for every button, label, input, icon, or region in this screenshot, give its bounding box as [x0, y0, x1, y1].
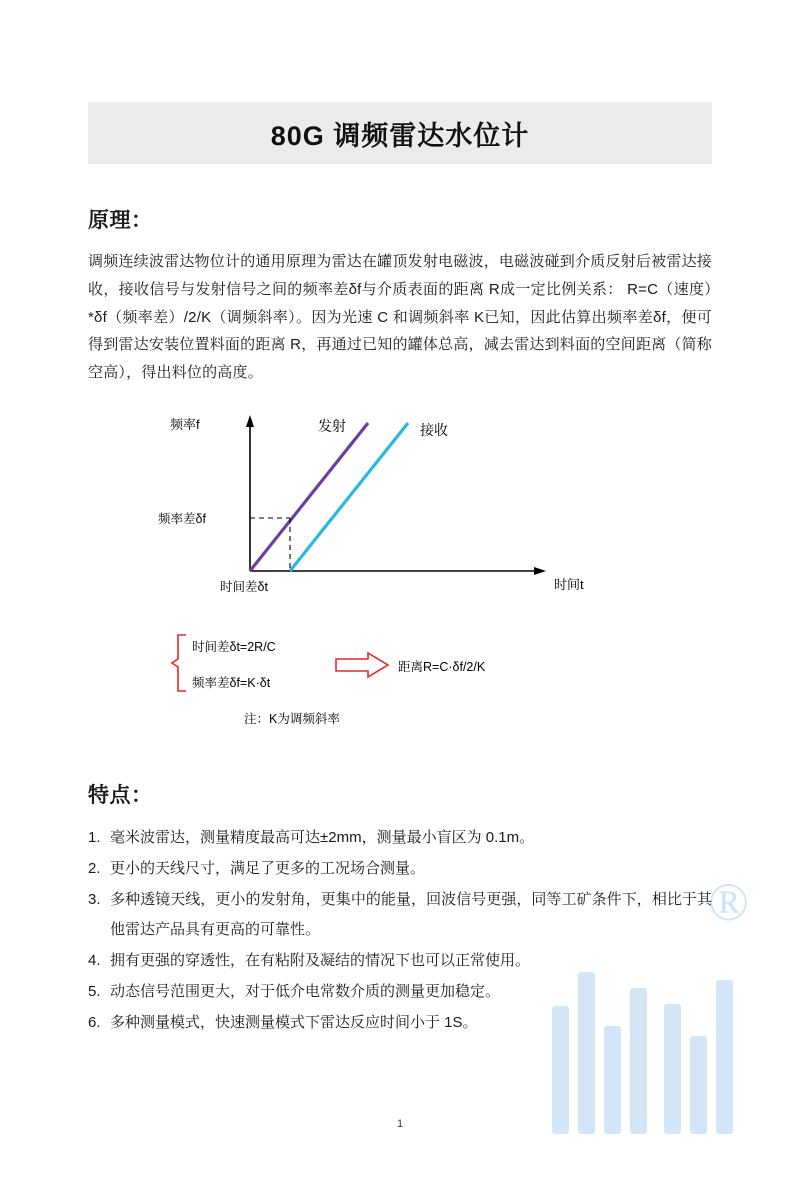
document-title-banner: [88, 100, 712, 166]
figure-delta-f-label: 频率差δf: [158, 511, 206, 526]
list-item-text: 动态信号范围更大，对于低介电常数介质的测量更加稳定。: [110, 983, 501, 1000]
principle-figure: [88, 411, 712, 741]
section-heading-features: 特点：: [88, 783, 153, 807]
list-item-text: 拥有更强的穿透性，在有粘附及凝结的情况下也可以正常使用。: [110, 951, 531, 969]
list-item-number: 1.: [88, 828, 101, 846]
document-page: [0, 100, 800, 1186]
figure-receive-label: 接收: [420, 421, 448, 438]
page-number: 1: [396, 1118, 404, 1130]
figure-formula-2: 频率差δf=K·δt: [192, 675, 271, 690]
list-item-number: 3.: [88, 891, 101, 909]
list-item: [88, 977, 712, 1006]
figure-note: 注：K为调频斜率: [244, 711, 340, 726]
list-item: [88, 854, 712, 883]
list-item: [88, 885, 712, 944]
list-item: [88, 823, 712, 852]
list-item-text: 多种透镜天线，更小的发射角，更集中的能量，回波信号更强，同等工矿条件下，相比于其他雷达产品具有更高的可靠性。: [110, 891, 712, 938]
svg-text:®: ®: [708, 876, 750, 932]
figure-x-axis-label: 时间t: [554, 576, 584, 592]
figure-delta-t-label: 时间差δt: [220, 579, 268, 594]
figure-formula-result: 距离R=C·δf/2/K: [398, 659, 486, 674]
features-list: [88, 823, 712, 1038]
figure-transmit-label: 发射: [318, 417, 346, 434]
list-item-number: 6.: [88, 1014, 101, 1032]
list-item: [88, 1008, 712, 1037]
figure-formula-1: 时间差δt=2R/C: [192, 639, 276, 654]
page-title: 80G 调频雷达水位计: [270, 120, 530, 151]
list-item-number: 4.: [88, 951, 101, 969]
list-item-text: 多种测量模式，快速测量模式下雷达反应时间小于 1S。: [110, 1014, 478, 1032]
list-item-number: 5.: [88, 983, 101, 1000]
list-item-text: 更小的天线尺寸，满足了更多的工况场合测量。: [110, 860, 426, 877]
list-item-number: 2.: [88, 860, 101, 877]
figure-y-axis-label: 频率f: [170, 416, 200, 432]
list-item-text: 毫米波雷达，测量精度最高可达±2mm，测量最小盲区为 0.1m。: [110, 828, 535, 846]
principle-paragraph: 调频连续波雷达物位计的通用原理为雷达在罐顶发射电磁波，电磁波碰到介质反射后被雷达接收，接收信号与发射信号之间的频率差δf与介质表面的距离 R成一定比例关系： R=C（速度）*δf（频率差）/2/K（调频斜率）。因为光速 C 和调频斜率 K已知，因此估算出频率差δf，便可得到雷达安装位置料面的距离 R，再通过已知的罐体总高，减去雷达到料面的空间距离（简称空高），得出料位的高度。: [88, 253, 712, 381]
section-heading-principle: 原理：: [88, 209, 153, 232]
list-item: [88, 946, 712, 975]
